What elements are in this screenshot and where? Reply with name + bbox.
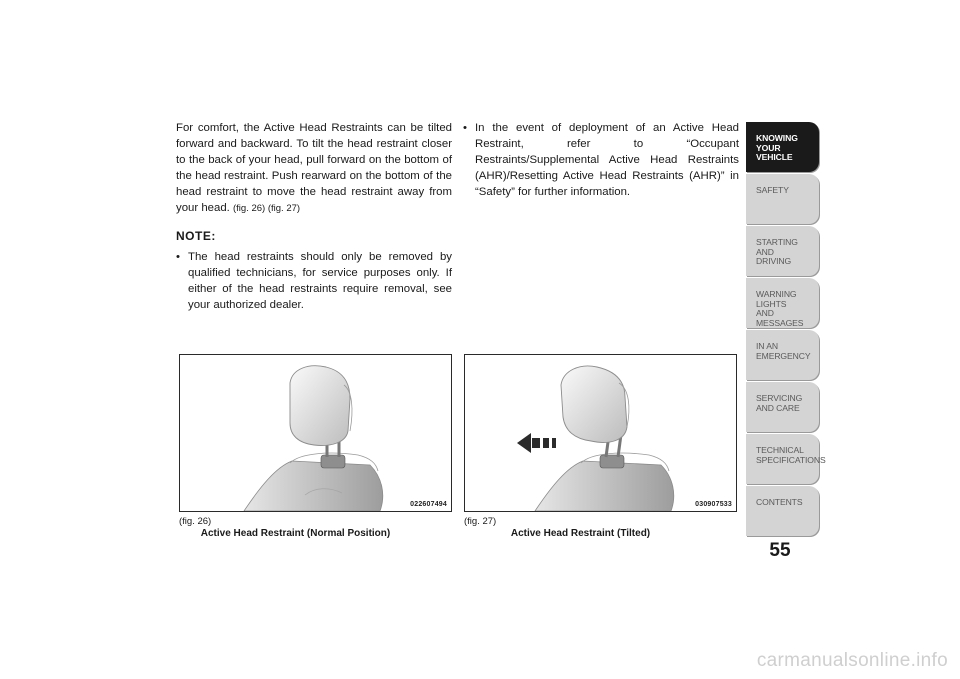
forward-arrow-icon xyxy=(517,433,556,453)
tab-servicing-and-care[interactable] xyxy=(746,382,819,432)
note-bullet-deployment xyxy=(463,120,739,200)
tab-label-line: STARTING xyxy=(756,237,798,247)
chapter-tabs xyxy=(746,122,826,538)
tab-label-line: TECHNICAL xyxy=(756,445,804,455)
left-text-column xyxy=(176,120,452,313)
tab-label-line: VEHICLE xyxy=(756,152,793,162)
figure-27-image xyxy=(464,354,737,512)
tab-label-line: LIGHTS xyxy=(756,298,787,309)
tab-label-line: SERVICING xyxy=(756,393,803,403)
tab-starting-and-driving[interactable] xyxy=(746,226,819,276)
tab-label-line: DRIVING xyxy=(756,256,792,266)
head-restraint-normal-illustration xyxy=(180,355,451,511)
tab-contents[interactable] xyxy=(746,486,819,536)
tab-label-line: MESSAGES xyxy=(756,317,804,328)
tilt-instructions-text: For comfort, the Active Head Restraints can be tilted forward and backward. To tilt the head restraint closer to the back of your head, pull forward on the bottom of the head restraint. Push rearward on the bottom of the head restraint to move the head restraint away from your head. xyxy=(176,122,452,215)
figure-26-number: (fig. 26) xyxy=(179,516,212,527)
tab-label-line: KNOWING xyxy=(756,133,798,143)
note-bullet-removal-text: The head restraints should only be removed by qualified technicians, for service purposes only. If either of the head restraints require removal, see your authorized dealer. xyxy=(188,250,452,311)
tab-in-an-emergency[interactable] xyxy=(746,330,819,380)
figure-27-code: 030907533 xyxy=(695,501,732,508)
figure-26-caption: Active Head Restraint (Normal Position) xyxy=(200,528,391,539)
bullet-icon: • xyxy=(176,250,180,263)
tab-label-line: IN AN xyxy=(756,341,778,351)
figure-references: (fig. 26) (fig. 27) xyxy=(233,203,301,215)
watermark: carmanualsonline.info xyxy=(756,650,948,671)
note-heading: NOTE: xyxy=(176,228,216,243)
tab-warning-lights-and-messages[interactable] xyxy=(746,278,819,328)
tab-label-line: SAFETY xyxy=(756,185,789,195)
right-text-column xyxy=(463,120,739,200)
figure-26-code: 022607494 xyxy=(410,501,447,508)
figure-27-caption: Active Head Restraint (Tilted) xyxy=(510,528,651,539)
figure-26-image xyxy=(179,354,452,512)
tab-label-line: EMERGENCY xyxy=(756,350,811,361)
tab-label-line: SPECIFICATIONS xyxy=(756,454,826,465)
tab-label-line: CONTENTS xyxy=(756,497,803,507)
bullet-icon: • xyxy=(463,122,467,134)
note-bullet-removal xyxy=(176,249,452,313)
tilt-instructions-paragraph xyxy=(176,120,452,218)
tab-label-line: AND CARE xyxy=(756,402,800,413)
page-number: 55 xyxy=(769,540,791,561)
tab-label-line: WARNING xyxy=(756,289,797,299)
note-bullet-deployment-text: In the event of deployment of an Active Head Restraint, refer to “Occupant Restraints/Supplemental Active Head Restraints (AHR)/Resetting Active Head Restraints (AHR)” in “Safety” for further information. xyxy=(475,122,739,199)
tab-label-line: YOUR xyxy=(756,142,781,153)
figure-27-number: (fig. 27) xyxy=(464,516,497,527)
tab-label-line: AND xyxy=(756,308,774,318)
tab-safety[interactable] xyxy=(746,174,819,224)
tab-label-line: AND xyxy=(756,246,774,257)
tab-technical-specifications[interactable] xyxy=(746,434,826,484)
head-restraint-tilted-illustration xyxy=(465,355,736,511)
tab-knowing-your-vehicle[interactable] xyxy=(746,122,819,172)
